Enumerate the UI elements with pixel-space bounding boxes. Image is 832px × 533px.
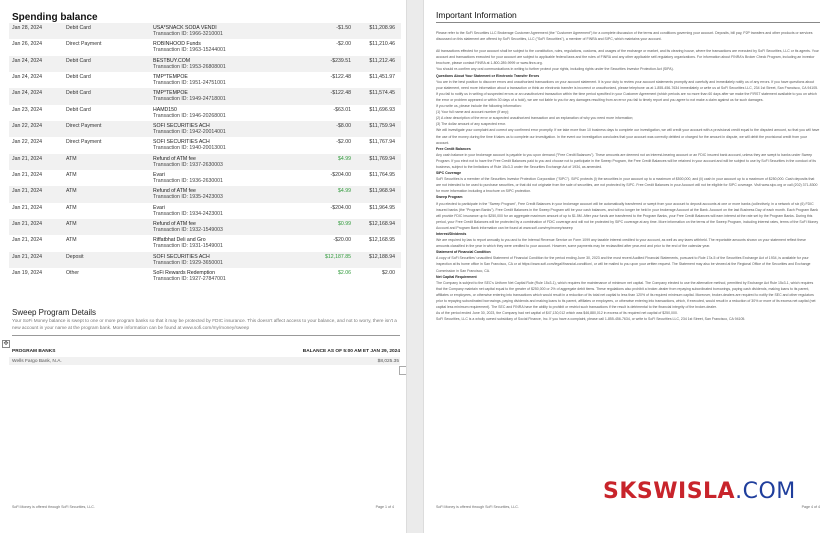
divider: [12, 335, 400, 336]
transaction-balance: $11,767.94: [369, 139, 395, 146]
transaction-type: Deposit: [66, 253, 84, 260]
transaction-balance: $11,210.46: [369, 41, 395, 48]
transaction-id: Transaction ID: 1934-2423001: [153, 210, 223, 217]
transaction-balance: $11,212.46: [369, 57, 395, 64]
transaction-id: Transaction ID: 1935-2423003: [153, 194, 223, 201]
transaction-date: Jan 26, 2024: [12, 41, 42, 48]
sweep-title: Sweep Program Details: [12, 308, 97, 317]
transaction-row: [9, 219, 401, 235]
transaction-amount: $0.99: [338, 221, 351, 228]
transaction-amount: $12,187.85: [325, 253, 351, 260]
paragraph: (3) The dollar amount of any suspected error.: [436, 122, 506, 127]
transaction-description: [153, 219, 293, 235]
transaction-balance: $2.00: [382, 270, 395, 277]
transaction-type: ATM: [66, 155, 77, 162]
transaction-id: Transaction ID: 1932-1549003: [153, 227, 223, 234]
paragraph: You should re-confirm any oral communications in writing to further protect your rights, including rights under the Securities Investor Protection Act (SIPA).: [436, 67, 674, 72]
transaction-type: Other: [66, 270, 79, 277]
transaction-merchant: Refund of ATM fee: [153, 155, 196, 162]
transaction-date: Jan 21, 2024: [12, 253, 42, 260]
transaction-merchant: Refund of ATM fee: [153, 188, 196, 195]
transaction-description: [153, 88, 293, 104]
page-gutter: [406, 0, 424, 533]
transaction-type: Debit Card: [66, 74, 91, 81]
table-resize-handle[interactable]: [399, 366, 406, 375]
page-number: Page 4 of 4: [801, 505, 820, 509]
watermark-logo: [603, 479, 796, 504]
section-heading: SIPC Coverage: [436, 171, 462, 176]
transaction-date: Jan 24, 2024: [12, 90, 42, 97]
transaction-date: Jan 21, 2024: [12, 188, 42, 195]
footer-left: SoFi Money is offered through SoFi Securities, LLC.: [436, 505, 519, 509]
transaction-id: Transaction ID: 1949-24718001: [153, 96, 226, 103]
transaction-row: [9, 203, 401, 219]
transaction-amount: -$204.00: [330, 172, 351, 179]
transaction-type: Debit Card: [66, 90, 91, 97]
transaction-type: ATM: [66, 204, 77, 211]
transaction-amount: $4.99: [338, 155, 351, 162]
transaction-description: [153, 170, 293, 186]
transaction-balance: $11,764.95: [369, 172, 395, 179]
transaction-merchant: USA*SNACK SODA VENDI: [153, 25, 217, 31]
transaction-type: ATM: [66, 172, 77, 179]
bank-name: Wells Fargo Bank, N.A.: [12, 358, 62, 364]
paragraph: All transactions effected for your account shall be subject to the constitution, rules, regulations, customs, and usages of the exchange or market, and its clearing house, where the transactions are executed by SoFi Securities, LLC or its agents. Your account and transactions executed for your account are subject to applicable federal laws and the rules of FINRA and any other applicable self-regulatory organizations. For information about FINRA's Broker Check Program, including an investor brochure, please contact FINRA at 1-800-289-9999 or www.finra.org.: [436, 49, 819, 66]
transaction-merchant: Evari: [153, 172, 165, 179]
transaction-id: Transaction ID: 1940-20013001: [153, 145, 226, 152]
transaction-date: Jan 21, 2024: [12, 155, 42, 162]
section-heading: Free Credit Balances: [436, 146, 471, 151]
transaction-row: [9, 154, 401, 170]
transaction-amount: -$20.00: [333, 237, 351, 244]
transaction-merchant: SOFI SECURITIES ACH: [153, 123, 210, 130]
transaction-date: Jan 21, 2024: [12, 172, 42, 179]
transaction-amount: -$8.00: [336, 123, 351, 130]
program-banks-header: [12, 349, 400, 354]
transaction-type: Direct Payment: [66, 41, 102, 48]
transaction-row: [9, 105, 401, 121]
transaction-description: [153, 268, 293, 284]
important-information-title: Important Information: [436, 10, 517, 20]
transaction-amount: -$1.50: [336, 25, 351, 31]
transaction-row: [9, 56, 401, 72]
transaction-merchant: BESTBUY.COM: [153, 57, 191, 64]
paragraph: Any cash balance in your brokerage account is payable to you upon demand ("Free Credit Balances"). These amounts are deemed not an interest-bearing account or an FDIC insured bank account, unless they are swept to banks under Sweep Program. If you elect not to have the Free Credit Balances paid to you and choose not to participate in the Sweep Program, the Free Credit Balances will be retained in your account and will be subject to use by SoFi Securities in the conduct of its business, subject to the limitations of Rule 15c3-3 under the Securities Exchange Act of 1934, as amended.: [436, 152, 816, 169]
paragraph: We are required by law to report annually to you and to the Internal Revenue Service on Form 1099 any taxable interest credited to your account, as well as any taxes withheld. The reportable amounts shown on your statement reflect these amounts classified in the year in which they were credited to your account. However, some payments may be reclassified after year-end and prior to the end of the calendar year.: [436, 238, 806, 249]
section-heading: Interest/Dividends: [436, 232, 467, 236]
transaction-merchant: Evari: [153, 204, 165, 211]
transaction-description: [153, 39, 293, 55]
transaction-amount: -$122.48: [330, 74, 351, 81]
transaction-description: [153, 252, 293, 268]
paragraph: You are in the best position to discover errors and unauthorized transactions on your account statement. It is your duty to review your account statements promptly and carefully and immediately notify us of any errors. If you have questions about your statement, need more information about a transaction or think an electronic transfer is incorrect or unauthorized, please telephone us at 1-855-456-7634 immediately or write us at SoFi Securities LLC, 234 1st Street, San Francisco, CA 94105.: [436, 79, 819, 90]
paragraph: If you write us, please include the following information:: [436, 104, 522, 109]
transaction-date: Jan 24, 2024: [12, 57, 42, 64]
paragraph: Please refer to the SoFi Securities LLC Brokerage Customer Agreement (the "Customer Agreement") for a complete discussion of the terms and conditions governing your account. Deposits, bill pay, P2P transfers and other products or services discussed on this statement are offered by SoFi Securities, LLC ("SoFi Securities"), a member of FINRA and SIPC, which maintains your account.: [436, 31, 813, 42]
transaction-date: Jan 23, 2024: [12, 106, 42, 113]
statement-page-right: [424, 0, 832, 533]
program-banks-column: PROGRAM BANKS: [12, 349, 56, 354]
transaction-id: Transaction ID: 1931-1549001: [153, 243, 223, 250]
transaction-date: Jan 22, 2024: [12, 123, 42, 130]
transaction-description: [153, 72, 293, 88]
transaction-balance: $11,451.97: [369, 74, 395, 81]
transaction-description: [153, 105, 293, 121]
transaction-description: [153, 56, 293, 72]
transaction-merchant: Riffatbhat Deli and Gro: [153, 237, 206, 244]
transaction-type: Debit Card: [66, 25, 91, 31]
paragraph: SoFi Securities, LLC is a wholly owned subsidiary of Social Finance, Inc. If you have a complaint, please call 1-855-456-7634, or write to SoFi Securities LLC, 234 1st Street, San Francisco, CA 94105.: [436, 317, 746, 322]
transaction-balance: $12,188.94: [369, 253, 395, 260]
transaction-merchant: SOFI SECURITIES ACH: [153, 253, 210, 260]
transaction-row: [9, 72, 401, 88]
transaction-type: ATM: [66, 188, 77, 195]
important-information-body: [436, 30, 820, 322]
transaction-description: [153, 154, 293, 170]
transaction-date: Jan 21, 2024: [12, 237, 42, 244]
transaction-balance: $12,168.95: [369, 237, 395, 244]
transaction-merchant: HAMD150: [153, 106, 177, 113]
transaction-id: Transaction ID: 1927-27847001: [153, 276, 226, 283]
transaction-type: Direct Payment: [66, 139, 102, 146]
paragraph: (1) Your full name and account number (if any);: [436, 110, 509, 115]
transaction-description: [153, 235, 293, 251]
table-move-handle-icon[interactable]: ✥: [3, 341, 9, 347]
section-heading: Questions About Your Statement or Electronic Transfer Errors: [436, 73, 540, 78]
paragraph: SoFi Securities is a member of the Securities Investor Protection Corporation ("SIPC"). SIPC protects (i) the securities in your account up to a maximum of $500,000, and (ii) cash in your account up to a maximum of $250,000. Cash deposits that are not intended to be used to purchase securities, or that did not originate from the sale of securities, are not protected by SIPC. Free Credit Balances in your Account will not be eligible for SIPC coverage. Visit www.sipc.org or call (202) 371-8300 for more information including a brochure on SIPC protection.: [436, 177, 818, 194]
transaction-merchant: ROBINHOOD Funds: [153, 41, 201, 48]
transaction-balance: $11,964.95: [369, 204, 395, 211]
transaction-row: [9, 186, 401, 202]
transaction-merchant: TMP*TEMPOE: [153, 74, 188, 81]
footer-left: SoFi Money is offered through SoFi Securities, LLC.: [12, 505, 95, 509]
transaction-description: [153, 121, 293, 137]
transaction-description: [153, 203, 293, 219]
paragraph: (2) A clear description of the error or suspected unauthorized transaction and an explanation of why you need more information;: [436, 116, 634, 121]
watermark-part-2: .COM: [735, 479, 796, 504]
transaction-type: ATM: [66, 237, 77, 244]
transaction-amount: -$63.01: [333, 106, 351, 113]
paragraph: We will investigate your complaint and correct any confirmed error promptly. If we take more than 10 business days to complete our investigation, we will credit your account with a provisional credit equal to the disputed amount, so that you will have the use of the money during the time it takes us to complete our investigation. In the event our investigation concludes that your account was correctly debited or charged for the amount in dispute, we will debit the provisional credit from your account.: [436, 128, 820, 145]
statement-page-left: [0, 0, 406, 533]
transaction-id: Transaction ID: 1953-26808001: [153, 63, 226, 70]
transaction-balance: $11,759.94: [369, 123, 395, 130]
paragraph: If you fail to notify us in writing of suspected errors or an unauthorized transaction within the time period specified in your Customer Agreement (which periods are no more than 60 days after we make the FIRST statement available to you on which the error or problem appeared or within 30 days of a hold), we are not liable to you for any damages resulting from an error you fail to timely report and you agree to not make a claim against us for such damages.: [436, 91, 817, 102]
transaction-id: Transaction ID: 1951-24751001: [153, 80, 226, 87]
transaction-date: Jan 19, 2024: [12, 270, 42, 277]
transaction-id: Transaction ID: 1942-20014001: [153, 129, 226, 136]
paragraph: As of the period ended June 30, 2023, the Company had net capital of $47,130,012 which was $46,880,012 in excess of its required net capital of $250,000.: [436, 311, 678, 316]
transaction-balance: $11,574.45: [369, 90, 395, 97]
transaction-row: [9, 88, 401, 104]
transaction-id: Transaction ID: 1937-2630003: [153, 161, 223, 168]
transaction-id: Transaction ID: 1929-3650001: [153, 259, 223, 266]
transaction-row: [9, 268, 401, 284]
transaction-date: Jan 24, 2024: [12, 74, 42, 81]
transaction-balance: $11,696.93: [369, 106, 395, 113]
transaction-row: [9, 137, 401, 153]
transaction-row: [9, 39, 401, 55]
transaction-description: [153, 186, 293, 202]
watermark-part-1: SKSWISLA: [603, 479, 736, 504]
transaction-date: Jan 21, 2024: [12, 221, 42, 228]
transaction-id: Transaction ID: 1936-2630001: [153, 178, 223, 185]
sweep-description: Your SoFi Money balance is swept to one or more program banks so that it may be protected by FDIC insurance. This doesn't affect access to your balance, and not to worry, there isn't a new account in your name at the program bank. More information can be found at www.sofi.com/my/money/sweep: [12, 318, 397, 330]
transaction-balance: $11,968.94: [369, 188, 395, 195]
transaction-balance: $12,168.94: [369, 221, 395, 228]
transaction-merchant: Refund of ATM fee: [153, 221, 196, 228]
bank-balance: $8,025.35: [377, 358, 399, 364]
transaction-amount: $4.99: [338, 188, 351, 195]
transaction-id: Transaction ID: 1963-15244001: [153, 47, 226, 54]
transaction-amount: $2.06: [338, 270, 351, 277]
transaction-row: [9, 23, 401, 39]
transaction-date: Jan 22, 2024: [12, 139, 42, 146]
transaction-type: Direct Payment: [66, 123, 102, 130]
transaction-merchant: SOFI SECURITIES ACH: [153, 139, 210, 146]
transaction-date: Jan 21, 2024: [12, 204, 42, 211]
section-heading: Sweep Program: [436, 195, 463, 200]
transaction-merchant: TMP*TEMPOE: [153, 90, 188, 97]
section-heading: Statement of Financial Condition: [436, 250, 491, 255]
program-bank-row: [9, 357, 400, 365]
spending-balance-title: Spending balance: [12, 12, 98, 23]
paragraph: A copy of SoFi Securities' unaudited Statement of Financial Condition for the period ending June 30, 2023 and the most recent Audited Financial Statements, pursuant to Rule 17a-5 of the Securities Exchange Act of 1934, is available for your inspection at its home office in San Francisco, CA or at https://www.sofi.com/legal/financial-condition/, or will be mailed to you upon your written request. The Statement may also be viewed at the Regional Office of the Securities and Exchange Commission in San Francisco, CA.: [436, 256, 811, 273]
transaction-date: Jan 28, 2024: [12, 25, 42, 31]
transaction-balance: $11,769.94: [369, 155, 395, 162]
transaction-amount: -$239.51: [330, 57, 351, 64]
transaction-type: ATM: [66, 221, 77, 228]
transaction-description: [153, 23, 293, 39]
transaction-type: Debit Card: [66, 57, 91, 64]
transaction-row: [9, 121, 401, 137]
transaction-type: Debit Card: [66, 106, 91, 113]
transaction-amount: -$2.00: [336, 139, 351, 146]
transaction-description: [153, 137, 293, 153]
transaction-amount: -$2.00: [336, 41, 351, 48]
paragraph: The Company is subject to the SEC's Uniform Net Capital Rule (Rule 15c3-1), which requires the maintenance of minimum net capital. The Company elected to use the alternative method, permitted by Exchange Act Rule 15c3-1, which requires that the Company maintain net capital equal to the greater of $250,000 or 2% of aggregate debit items. These regulations also prohibit a broker-dealer from repaying subordinated borrowings, paying cash dividends, making loans to its parent, affiliates or employees, or otherwise entering into transactions which would result in a reduction of its total net capital to less than 120% of its required minimum capital. Moreover, broker-dealers are required to notify the SEC and other regulators prior to repaying subordinated borrowings, paying dividends and making loans to its parent, affiliates or employees, or otherwise entering into transactions, which, if executed, would result in a reduction of 30% or more of its excess net capital (net capital less minimum requirement). The SEC and FINRA have the ability to prohibit or restrict such transactions if the result is detrimental to the financial integrity of the broker-dealer.: [436, 280, 816, 310]
transaction-merchant: SoFi Rewards Redemption: [153, 270, 215, 277]
transaction-id: Transaction ID: 1946-20268001: [153, 112, 226, 119]
transaction-row: [9, 252, 401, 268]
page-number: Page 1 of 4: [375, 505, 394, 509]
balance-column: BALANCE AS OF 5:00 AM ET JAN 29, 2024: [302, 349, 400, 354]
transaction-amount: -$122.48: [330, 90, 351, 97]
transaction-row: [9, 235, 401, 251]
transaction-id: Transaction ID: 1966-3210001: [153, 31, 223, 37]
transaction-row: [9, 170, 401, 186]
section-heading: Net Capital Requirement: [436, 274, 477, 279]
paragraph: If you elected to participate in the "Sweep Program", Free Credit Balances in your brokerage account will be automatically transferred or swept from your account to deposit accounts at one or more banks (collectively, in a network of six (6) FDIC insured banks (the "Program Banks"). Free Credit Balances in the Sweep Program will be your cash balances, and will no longer be held in your brokerage Account at the Bank. Account on the last Business Day of each month. Each Program Bank will provide FDIC insurance up to $250,000 for an aggregate maximum amount of up to $1.5M. After your funds are transferred to the Program Banks, your Free Credit Balances will earn interest at the rate set by the Program Banks. During this period, your Free Credit Balances will be protected by a combination of FDIC coverage and will not be protected by SIPC coverage at any time. More information on the terms of the Sweep Program, including interest rates, terms of the SoFi Money Account and Program Bank information can be found at www.sofi.com/my/money/sweep: [436, 201, 819, 230]
divider: [436, 22, 820, 23]
transactions-table: [9, 23, 401, 285]
transaction-balance: $11,208.96: [369, 25, 395, 31]
transaction-amount: -$204.00: [330, 204, 351, 211]
